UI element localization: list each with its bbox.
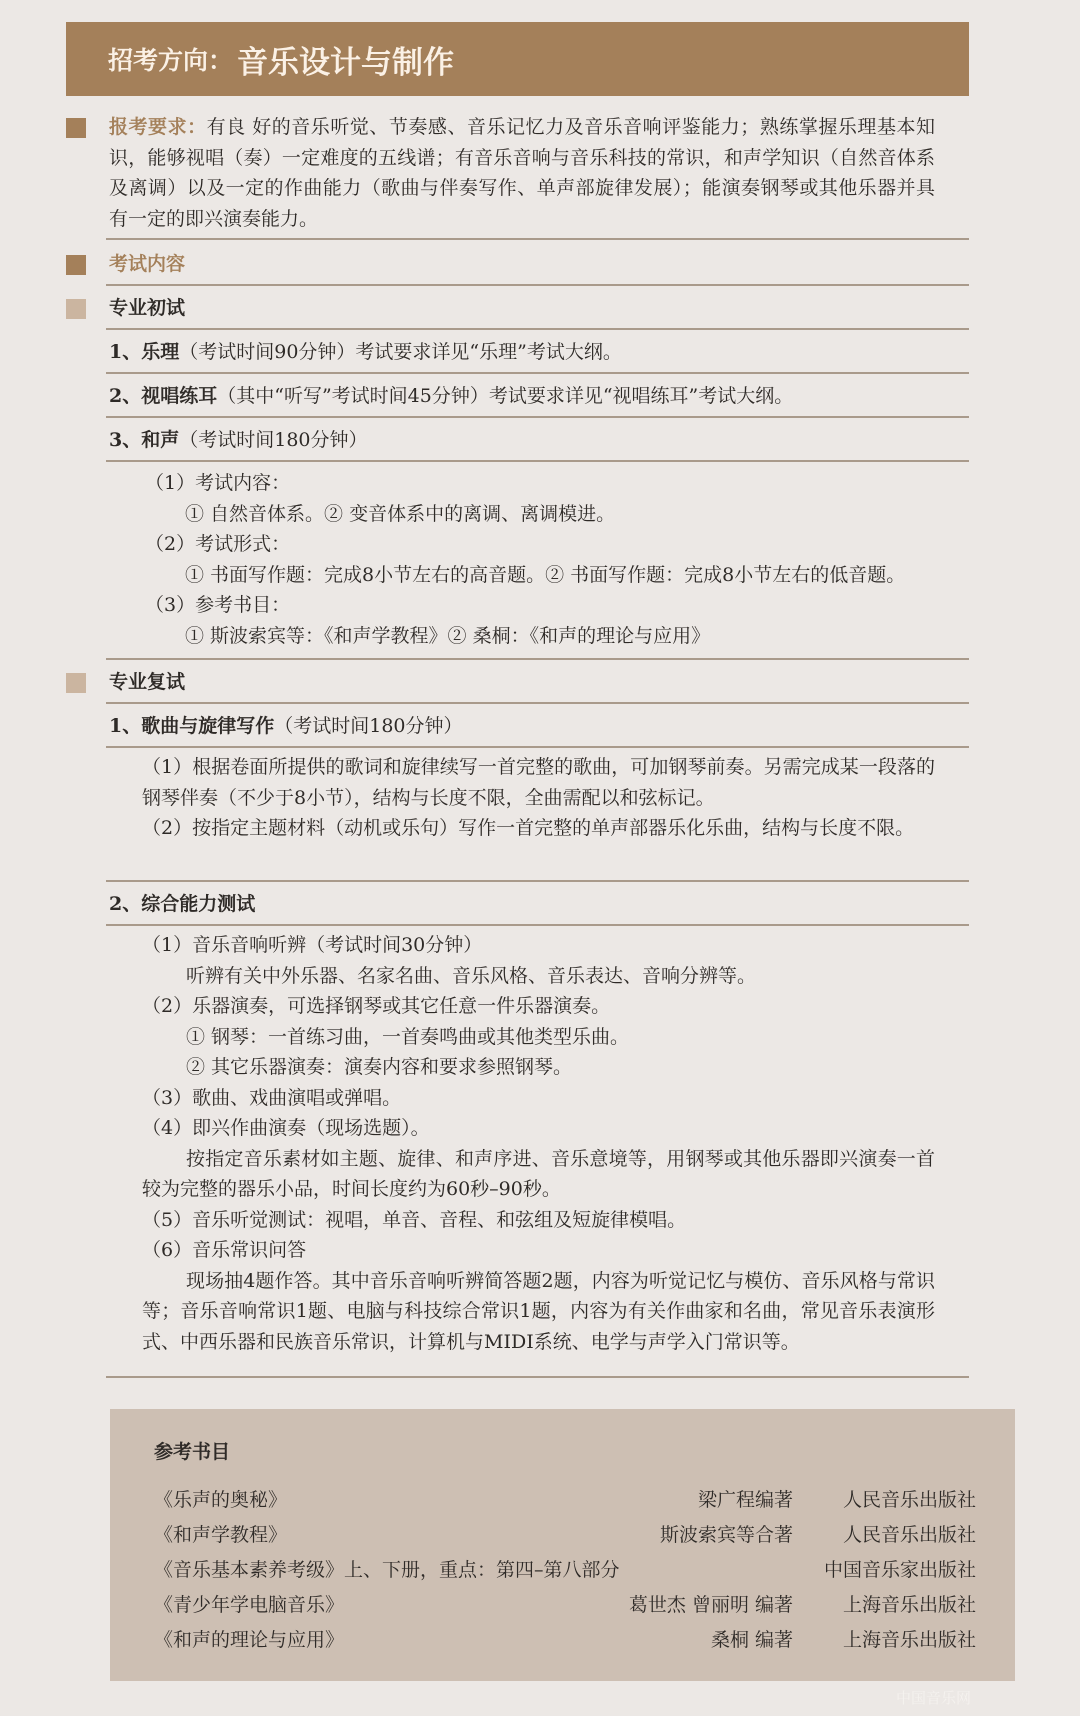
book-publisher: 中国音乐家出版社	[823, 1559, 976, 1581]
divider	[106, 372, 969, 374]
list-item: （4）即兴作曲演奏（现场选题）。	[142, 1117, 430, 1139]
list-item: （2）乐器演奏，可选择钢琴或其它任意一件乐器演奏。	[142, 995, 611, 1017]
item-detail: （其中“听写”考试时间45分钟）考试要求详见“视唱练耳”考试大纲。	[217, 385, 794, 407]
section-marker	[66, 118, 86, 138]
book-row	[154, 1485, 976, 1515]
watermark: 中国音乐网	[896, 1689, 972, 1707]
divider	[106, 284, 969, 286]
section-marker	[66, 299, 86, 319]
retest-item-2	[109, 891, 255, 917]
book-title: 《和声的理论与应用》	[154, 1629, 345, 1651]
retest-title: 专业复试	[109, 671, 186, 693]
paragraph: （2）按指定主题材料（动机或乐句）写作一首完整的单声部器乐化乐曲，结构与长度不限。	[142, 817, 915, 839]
header-title: 音乐设计与制作	[237, 44, 455, 81]
list-item: ① 自然音体系。② 变音体系中的离调、离调模进。	[185, 502, 616, 525]
book-author: 桑桐 编著	[710, 1629, 793, 1651]
requirements-text	[109, 112, 935, 234]
list-item: （3）参考书目：	[145, 594, 291, 616]
books-title: 参考书目	[154, 1441, 231, 1463]
list-item: （3）歌曲、戏曲演唱或弹唱。	[142, 1086, 402, 1109]
exam-content-title: 考试内容	[109, 253, 186, 275]
header-label: 招考方向：	[108, 46, 234, 75]
divider	[106, 460, 969, 462]
list-item: （5）音乐听觉测试：视唱，单音、音程、和弦组及短旋律模唱。	[142, 1208, 687, 1231]
comprehensive-details	[142, 930, 935, 1357]
list-item: ① 书面写作题：完成8小节左右的高音题。② 书面写作题：完成8小节左右的低音题。	[185, 563, 906, 586]
song-writing-details	[142, 752, 935, 844]
paragraph: （1）根据卷面所提供的歌词和旋律续写一首完整的歌曲，可加钢琴前奏。另需完成某一段落的钢琴伴奏（不少于8小节），结构与长度不限，全曲需配以和弦标记。	[142, 756, 935, 809]
divider	[106, 658, 969, 660]
item-name: 3、和声	[109, 429, 180, 451]
list-item: ① 斯波索宾等：《和声学教程》② 桑桐：《和声的理论与应用》	[185, 624, 711, 647]
book-row	[154, 1590, 976, 1620]
item-name: 2、视唱练耳	[109, 385, 218, 407]
retest-item-1	[109, 713, 463, 739]
book-publisher: 上海音乐出版社	[842, 1594, 976, 1616]
requirements-label: 报考要求：	[109, 116, 207, 138]
divider	[106, 1376, 969, 1378]
preliminary-title: 专业初试	[109, 297, 186, 319]
book-row	[154, 1555, 976, 1585]
book-row	[154, 1520, 976, 1550]
book-title: 《乐声的奥秘》	[154, 1489, 288, 1511]
preliminary-item-2	[109, 383, 793, 409]
book-title: 《音乐基本素养考级》上、下册，重点：第四–第八部分	[154, 1559, 620, 1581]
divider	[106, 924, 969, 926]
header-bar	[66, 22, 969, 96]
item-detail: （考试时间180分钟）	[274, 715, 463, 737]
divider	[106, 702, 969, 704]
book-author: 梁广程编著	[697, 1489, 793, 1511]
divider	[106, 328, 969, 330]
list-item: （1）考试内容：	[145, 472, 291, 494]
divider	[106, 238, 969, 240]
book-title: 《青少年学电脑音乐》	[154, 1594, 345, 1616]
book-author: 斯波索宾等合著	[659, 1524, 793, 1546]
preliminary-item-3	[109, 427, 368, 453]
item-name: 1、歌曲与旋律写作	[109, 715, 275, 737]
harmony-details	[145, 468, 905, 651]
book-publisher: 人民音乐出版社	[842, 1524, 976, 1546]
reference-books-box	[110, 1409, 1015, 1681]
book-row	[154, 1625, 976, 1655]
divider	[106, 746, 969, 748]
book-author: 葛世杰 曾丽明 编著	[628, 1594, 793, 1616]
preliminary-item-1	[109, 339, 622, 365]
list-item: ① 钢琴：一首练习曲，一首奏鸣曲或其他类型乐曲。	[186, 1025, 630, 1048]
list-item: （2）考试形式：	[145, 533, 291, 555]
divider	[106, 416, 969, 418]
divider	[106, 880, 969, 882]
item-name: 2、综合能力测试	[109, 893, 256, 915]
list-item: ② 其它乐器演奏：演奏内容和要求参照钢琴。	[186, 1056, 573, 1078]
item-detail: （考试时间180分钟）	[179, 429, 368, 451]
requirements-body: 有良 好的音乐听觉、节奏感、音乐记忆力及音乐音响评鉴能力；熟练掌握乐理基本知识，能够视唱（奏）一定难度的五线谱；有音乐音响与音乐科技的常识，和声学知识（自然音体系及离调）以及一定的作曲能力（歌曲与伴奏写作、单声部旋律发展）；能演奏钢琴或其他乐器并具有一定的即兴演奏能力。	[109, 116, 935, 230]
list-item: 听辨有关中外乐器、名家名曲、音乐风格、音乐表达、音响分辨等。	[186, 964, 757, 987]
item-detail: （考试时间90分钟）考试要求详见“乐理”考试大纲。	[179, 341, 622, 363]
book-title: 《和声学教程》	[154, 1524, 288, 1546]
section-marker	[66, 673, 86, 693]
list-item: 现场抽4题作答。其中音乐音响听辨简答题2题，内容为听觉记忆与模仿、音乐风格与常识等；音乐音响常识1题、电脑与科技综合常识1题，内容为有关作曲家和名曲，常见音乐表演形式、中西乐器和民族音乐常识，计算机与MIDI系统、电学与声学入门常识等。	[142, 1269, 935, 1353]
list-item: （1）音乐音响听辨（考试时间30分钟）	[142, 934, 483, 956]
item-name: 1、乐理	[109, 341, 180, 363]
list-item: （6）音乐常识问答	[142, 1239, 307, 1261]
book-publisher: 人民音乐出版社	[842, 1489, 976, 1511]
section-marker	[66, 255, 86, 275]
list-item: 按指定音乐素材如主题、旋律、和声序进、音乐意境等，用钢琴或其他乐器即兴演奏一首较为完整的器乐小品，时间长度约为60秒–90秒。	[142, 1147, 935, 1200]
book-publisher: 上海音乐出版社	[842, 1629, 976, 1651]
